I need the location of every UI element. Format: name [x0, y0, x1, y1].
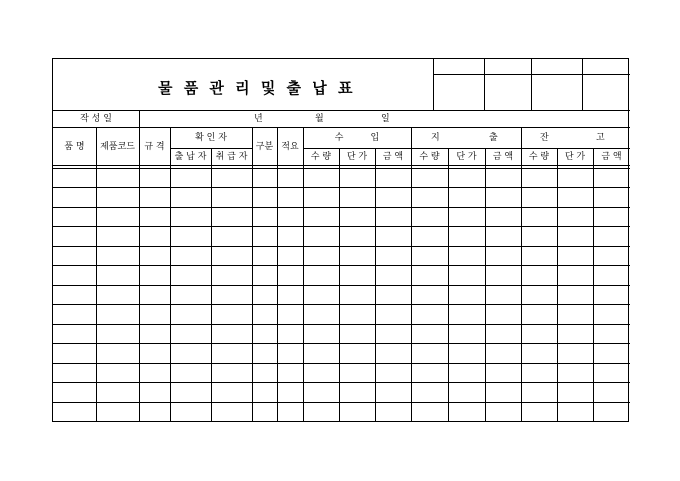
table-row: [53, 324, 630, 325]
date-label: 작 성 일: [80, 114, 112, 124]
expense-qty: 수 량: [419, 152, 440, 162]
approval-divider: [582, 59, 583, 110]
form-title: 물 품 관 리 및 출 납 표: [158, 79, 356, 97]
approval-divider: [531, 59, 532, 110]
header-expense-2: 출: [489, 133, 498, 143]
header-spec: 규 격: [144, 142, 165, 152]
table-row: [53, 187, 630, 188]
column-line: [170, 127, 171, 421]
approval-divider: [484, 59, 485, 110]
ledger-sheet: [52, 58, 629, 422]
header-handler: 취 급 자: [215, 152, 248, 162]
column-line: [303, 127, 304, 421]
header-cashier: 출 납 자: [174, 152, 207, 162]
table-row: [53, 246, 630, 247]
table-row: [53, 265, 630, 266]
table-row: [53, 207, 630, 208]
expense-unit-price: 단 가: [456, 152, 477, 162]
header-balance-2: 고: [596, 133, 605, 143]
approval-header-line: [433, 74, 630, 75]
day-label: 일: [381, 114, 390, 124]
table-row: [53, 226, 630, 227]
table-row: [53, 285, 630, 286]
table-row: [53, 363, 630, 364]
column-line: [252, 127, 253, 421]
balance-unit-price: 단 가: [564, 152, 586, 162]
table-row: [53, 304, 630, 305]
header-confirm: 확 인 자: [195, 133, 227, 143]
header-item-name: 품 명: [64, 142, 85, 152]
column-line: [96, 127, 97, 421]
header-income: 수 입: [334, 133, 380, 143]
income-amount: 금 액: [382, 152, 404, 162]
subheader-line: [303, 148, 630, 149]
month-label: 월: [315, 114, 324, 124]
expense-amount: 금 액: [492, 152, 514, 162]
column-line: [277, 127, 278, 421]
column-line: [521, 127, 522, 421]
header-product-code: 제품코드: [100, 142, 135, 152]
header-balance-1: 잔: [540, 133, 549, 143]
table-row: [53, 343, 630, 344]
approval-divider: [433, 59, 434, 110]
header-remarks: 적요: [281, 142, 299, 152]
table-row: [53, 402, 630, 403]
income-unit-price: 단 가: [346, 152, 368, 162]
date-label-divider: [139, 110, 140, 127]
balance-qty: 수 량: [528, 152, 550, 162]
balance-amount: 금 액: [601, 152, 622, 162]
year-label: 년: [254, 114, 263, 124]
header-category: 구분: [255, 142, 274, 152]
column-line: [139, 127, 140, 421]
column-line: [411, 127, 412, 421]
header-expense-1: 지: [431, 133, 440, 143]
table-row: [53, 382, 630, 383]
income-qty: 수 량: [310, 152, 332, 162]
